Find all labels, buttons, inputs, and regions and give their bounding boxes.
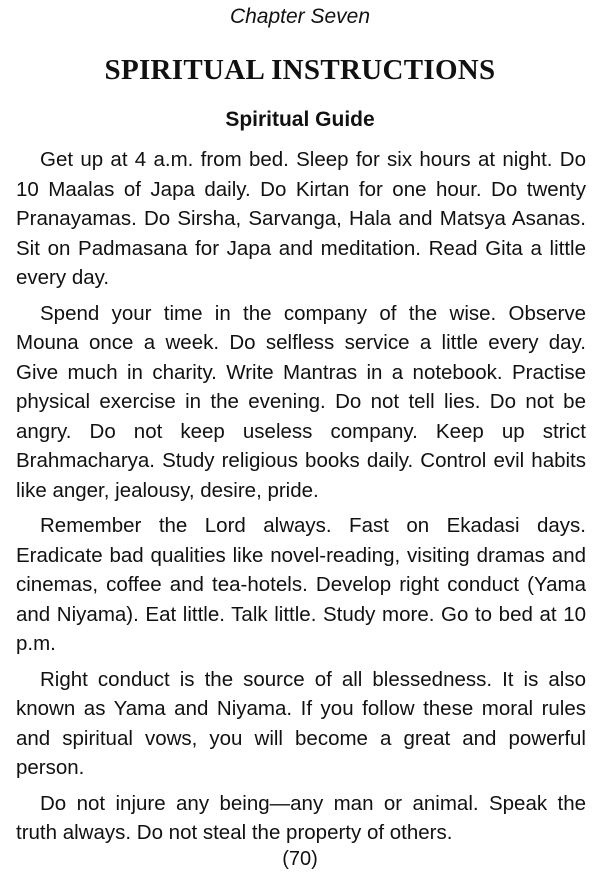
paragraph-4: Right conduct is the source of all blessedness. It is also known as Yama and Niyama. If you follow these moral rules and spiritual vows, you will become a great and powerful person.: [16, 667, 586, 779]
page-title: SPIRITUAL INSTRUCTIONS: [104, 54, 496, 86]
paragraph-1: Get up at 4 a.m. from bed. Sleep for six hours at night. Do 10 Maalas of Japa daily. Do Kirtan for one hour. Do twenty Pranayamas. Do Sirsha, Sarvanga, Hala and Matsya Asanas. Sit on Padmasana for Japa and meditation. Read Gita a little every day.: [16, 148, 586, 289]
paragraph-2: Spend your time in the company of the wise. Observe Mouna once a week. Do selfless service a little every day. Give much in charity. Write Mantras in a notebook. Practise physical exercise in the evening. Do not tell lies. Do not be angry. Do not keep useless company. Keep up strict Brahmacharya. Study religious books daily. Control evil habits like anger, jealousy, desire, pride.: [16, 301, 586, 502]
body-text: [16, 145, 586, 854]
page-number: (70): [282, 848, 318, 870]
paragraph-5: Do not injure any being—any man or animal. Speak the truth always. Do not steal the property of others.: [16, 791, 586, 844]
paragraph-3: Remember the Lord always. Fast on Ekadasi days. Eradicate bad qualities like novel-reading, visiting dramas and cinemas, coffee and tea-hotels. Develop right conduct (Yama and Niyama). Eat little. Talk little. Study more. Go to bed at 10 p.m.: [16, 514, 586, 655]
section-subtitle: Spiritual Guide: [225, 108, 375, 131]
chapter-label: Chapter Seven: [229, 5, 371, 28]
